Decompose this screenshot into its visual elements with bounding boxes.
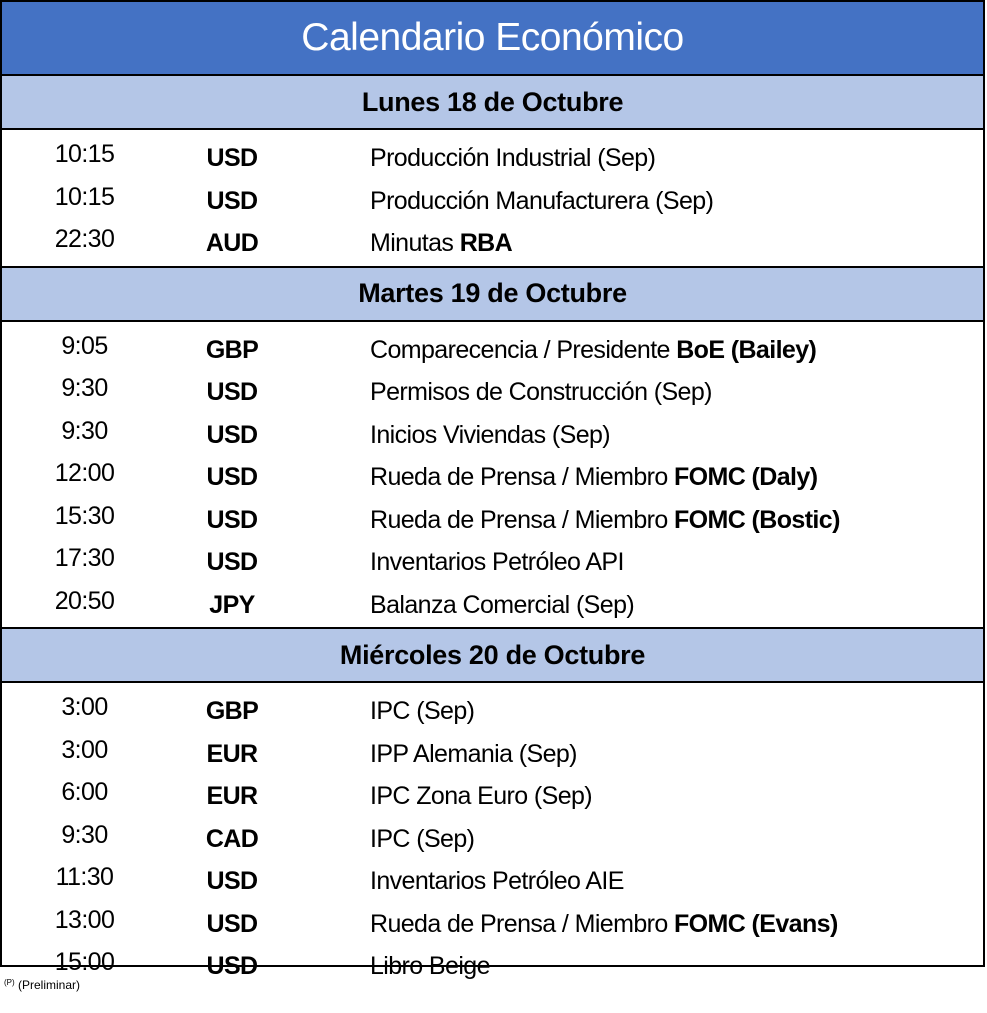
day-header: Martes 19 de Octubre [2, 268, 983, 322]
event-name [370, 867, 624, 896]
event-currency: USD [206, 463, 258, 491]
day-sections [2, 76, 983, 989]
event-text: Producción Manufacturera (Sep) [370, 186, 714, 215]
event-row [2, 328, 983, 371]
day-header: Miércoles 20 de Octubre [2, 629, 983, 683]
event-currency: USD [206, 420, 258, 449]
event-time: 17:30 [54, 544, 115, 572]
event-time: 10:15 [54, 182, 115, 211]
event-bold-text: FOMC (Bostic) [674, 505, 840, 534]
event-text: Inventarios Petróleo API [370, 548, 624, 576]
event-row [2, 944, 983, 987]
event-name [370, 229, 512, 258]
event-row [2, 413, 983, 456]
event-bold-text: FOMC (Evans) [674, 909, 838, 938]
event-row [2, 136, 983, 179]
event-text: Inicios Viviendas (Sep) [370, 420, 611, 449]
event-row [2, 689, 983, 732]
event-bold-text: FOMC (Daly) [674, 463, 818, 491]
event-name [370, 825, 474, 854]
event-currency: USD [206, 186, 258, 215]
event-currency: USD [206, 505, 258, 534]
event-list [2, 322, 983, 630]
event-currency: GBP [205, 697, 259, 725]
event-time: 13:00 [54, 905, 115, 934]
day-header: Lunes 18 de Octubre [2, 76, 983, 130]
event-currency: USD [206, 867, 258, 895]
event-text: Producción Industrial (Sep) [370, 144, 656, 172]
event-row [2, 583, 983, 626]
event-text: Rueda de Prensa / Miembro [370, 909, 675, 938]
event-time: 10:15 [54, 140, 115, 168]
event-text: Comparecencia / Presidente [370, 335, 677, 364]
calendar-title: Calendario Económico [2, 2, 983, 76]
event-row [2, 540, 983, 583]
event-text: Rueda de Prensa / Miembro [370, 505, 675, 534]
footnote-text: (Preliminar) [18, 978, 81, 992]
event-name [370, 506, 840, 535]
event-currency: AUD [205, 229, 259, 257]
event-currency: GBP [205, 335, 259, 364]
event-name [370, 463, 817, 492]
event-row [2, 179, 983, 222]
event-time: 3:00 [61, 735, 108, 764]
event-time: 9:30 [61, 416, 108, 445]
event-row [2, 859, 983, 902]
event-time: 12:00 [54, 459, 115, 487]
event-text: Balanza Comercial (Sep) [370, 590, 635, 619]
event-time: 6:00 [61, 778, 108, 806]
event-row [2, 370, 983, 413]
event-time: 11:30 [55, 863, 114, 891]
event-time: 20:50 [54, 586, 115, 615]
event-currency: USD [206, 378, 258, 406]
event-currency: EUR [206, 782, 258, 810]
event-time: 9:05 [61, 331, 108, 360]
event-bold-text: RBA [459, 229, 513, 257]
event-row [2, 455, 983, 498]
event-name [370, 378, 712, 407]
event-name [370, 421, 610, 450]
event-list [2, 683, 983, 989]
event-name [370, 697, 474, 726]
event-row [2, 774, 983, 817]
event-name [370, 548, 624, 577]
event-time: 9:30 [61, 820, 108, 849]
event-text: Rueda de Prensa / Miembro [370, 463, 675, 491]
event-time: 22:30 [54, 225, 115, 253]
event-time: 9:30 [61, 374, 108, 402]
event-text: IPC (Sep) [370, 824, 475, 853]
event-name [370, 782, 592, 811]
event-list [2, 130, 983, 268]
event-row [2, 221, 983, 264]
footnote-mark: (P) [4, 978, 15, 987]
event-time: 3:00 [61, 693, 108, 721]
event-text: IPC Zona Euro (Sep) [370, 782, 593, 810]
event-currency: USD [206, 548, 258, 576]
event-name [370, 740, 577, 769]
event-name [370, 144, 655, 173]
event-text: IPC (Sep) [370, 697, 475, 725]
event-name [370, 952, 490, 981]
event-currency: JPY [209, 590, 255, 619]
event-row [2, 498, 983, 541]
event-row [2, 817, 983, 860]
event-name [370, 336, 816, 365]
event-name [370, 187, 713, 216]
event-text: Libro Beige [370, 952, 490, 980]
event-bold-text: BoE (Bailey) [676, 335, 817, 364]
event-currency: CAD [205, 824, 259, 853]
event-text: IPP Alemania (Sep) [370, 739, 577, 768]
event-currency: USD [206, 909, 258, 938]
event-row [2, 732, 983, 775]
event-time: 15:30 [54, 501, 115, 530]
event-text: Inventarios Petróleo AIE [370, 867, 624, 895]
event-text: Permisos de Construcción (Sep) [370, 378, 712, 406]
event-currency: USD [206, 144, 258, 172]
event-row [2, 902, 983, 945]
event-currency: USD [206, 952, 258, 980]
event-text: Minutas [370, 229, 460, 257]
event-currency: EUR [206, 739, 258, 768]
footnote [4, 978, 80, 992]
event-name [370, 591, 634, 620]
event-name [370, 910, 838, 939]
event-time: 15:00 [54, 948, 115, 976]
